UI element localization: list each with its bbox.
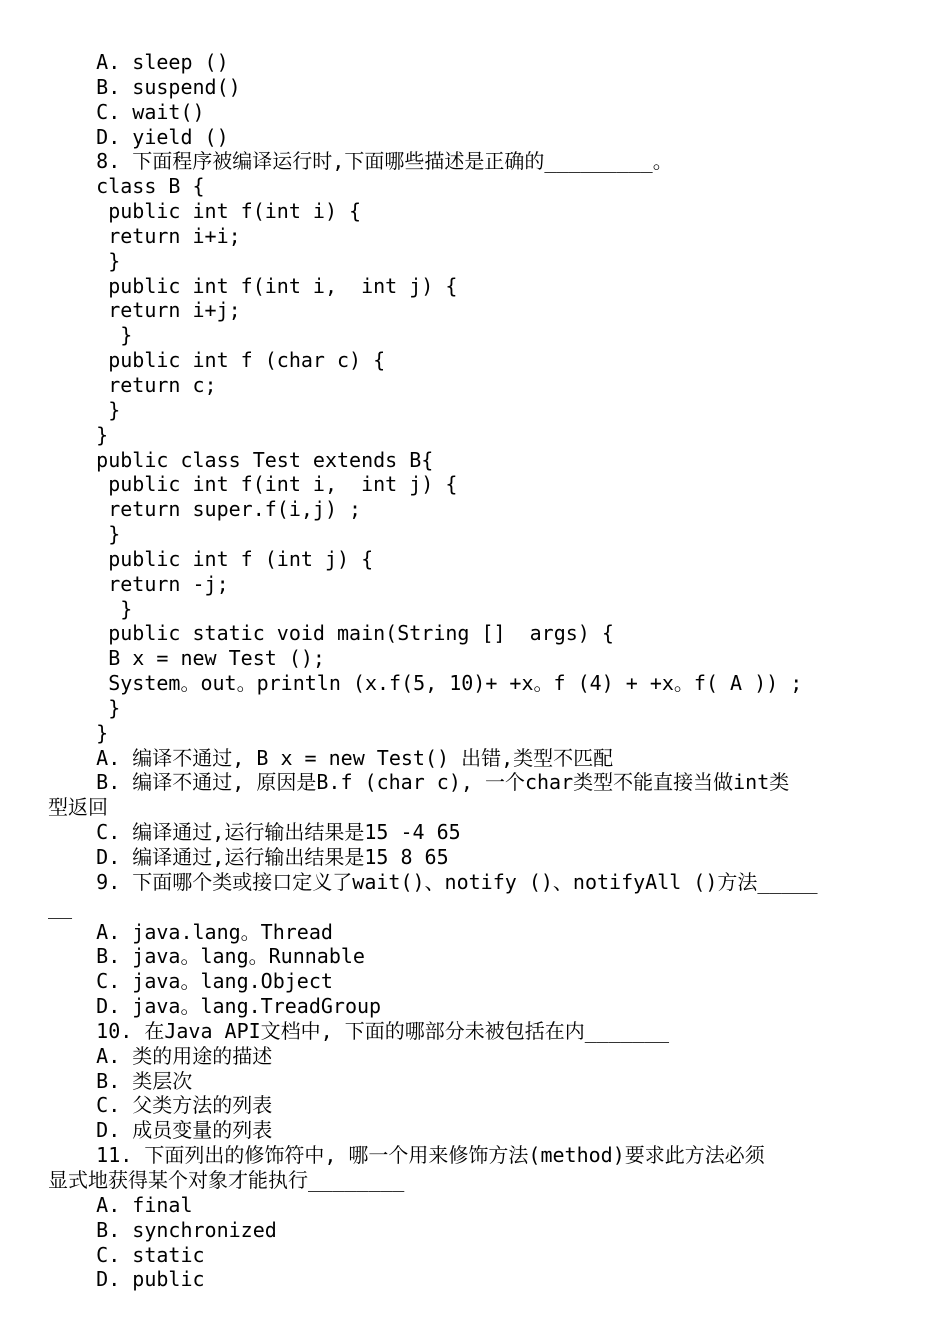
text-line: } [48,720,109,745]
text-line: } [48,323,133,348]
text-line: 10. 在Java API文档中, 下面的哪部分未被包括在内_______ [48,1018,670,1043]
text-line: C. wait() [48,99,205,124]
text-line: public int f(int i) { [48,199,362,224]
text-line: return i+j; [48,298,241,323]
text-line: return -j; [48,571,229,596]
text-line: return i+i; [48,223,241,248]
text-line: B. synchronized [48,1217,277,1242]
text-line: A. sleep () [48,50,229,74]
text-line: D. java。lang.TreadGroup [48,994,382,1019]
text-line: D. 编译通过,运行输出结果是15 8 65 [48,845,449,869]
text-line: B x = new Test (); [48,646,325,671]
text-line: 11. 下面列出的修饰符中, 哪一个用来修饰方法(method)要求此方法必须 [48,1143,765,1168]
text-line: B. java。lang。Runnable [48,944,365,969]
text-line: public static void main(String [] args) { [48,621,614,646]
text-line: class B { [48,174,205,199]
text-line: A. 编译不通过, B x = new Test() 出错,类型不匹配 [48,745,614,770]
text-line: B. suspend() [48,74,241,99]
text-line: C. java。lang.Object [48,969,333,994]
text-line: } [48,695,121,720]
text-line: public int f(int i, int j) { [48,273,458,298]
text-line: B. 编译不通过, 原因是B.f (char c), 一个char类型不能直接当做int类 [48,770,790,795]
text-line: C. 父类方法的列表 [48,1093,273,1118]
text-line: } [48,596,133,621]
text-line: System。out。println (x.f(5, 10)+ +x。f (4) + +x。f( A )) ; [48,671,803,696]
text-line: 9. 下面哪个类或接口定义了wait()、notify ()、notifyAll ()方法_____ [48,869,818,894]
text-line: public int f (int j) { [48,546,374,571]
text-line: C. 编译通过,运行输出结果是15 -4 65 [48,820,461,845]
text-line: } [48,422,109,447]
text-line: } [48,248,121,273]
text-line: } [48,522,121,547]
document-page [48,50,908,1292]
text-line: } [48,397,121,422]
text-line: return c; [48,372,217,397]
text-line: public class Test extends B{ [48,447,434,472]
text-line: public int f(int i, int j) { [48,472,458,497]
text-line: A. java.lang。Thread [48,919,333,944]
text-line: C. static [48,1242,205,1267]
text-line: 型返回 [48,795,108,820]
text-line: public int f (char c) { [48,348,386,373]
text-line: __ [48,894,73,919]
text-line: 显式地获得某个对象才能执行________ [48,1167,405,1192]
text-line: D. public [48,1267,205,1292]
text-line: B. 类层次 [48,1068,193,1093]
text-line: A. 类的用途的描述 [48,1043,273,1068]
text-line: A. final [48,1192,193,1217]
text-line: D. 成员变量的列表 [48,1118,273,1143]
text-line: 8. 下面程序被编译运行时,下面哪些描述是正确的_________。 [48,149,673,174]
text-line: return super.f(i,j) ; [48,497,362,522]
text-line: D. yield () [48,124,229,149]
